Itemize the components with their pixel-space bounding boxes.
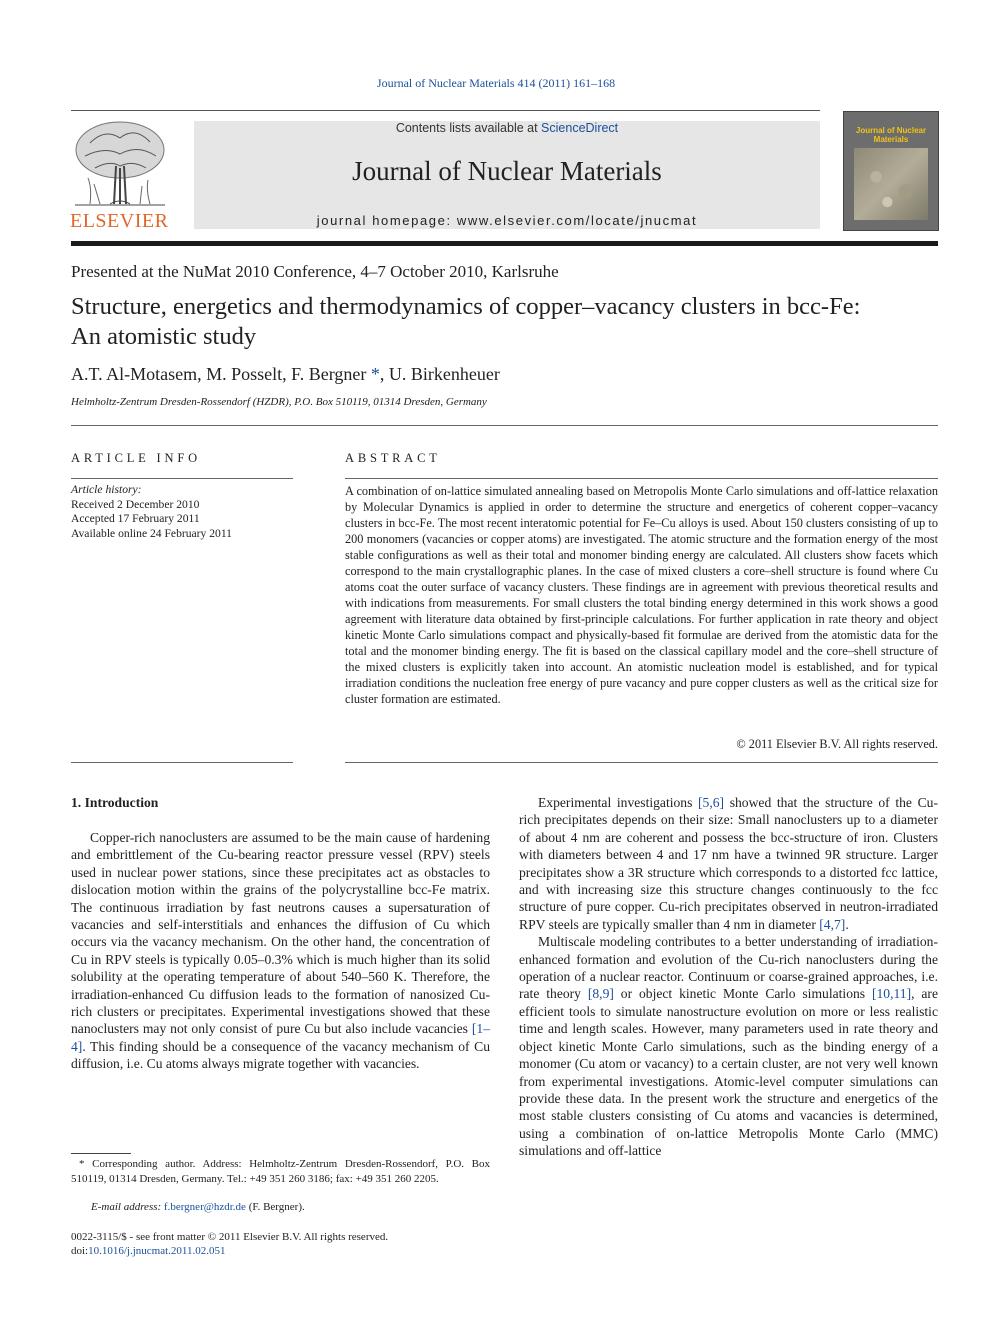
article-title [71,292,941,352]
doi-link[interactable]: 10.1016/j.jnucmat.2011.02.051 [88,1245,226,1257]
sciencedirect-link[interactable]: ScienceDirect [541,121,619,135]
corresponding-author-mark[interactable]: * [370,364,380,384]
email-label: E-mail address: [91,1201,164,1213]
p1-text-b: . This finding should be a consequence of the vacancy mechanism of Cu diffusion, i.e. Cu atoms always migrate together with vacancies. [71,1038,490,1072]
contents-line [194,121,820,135]
p1-text-a: Copper-rich nanoclusters are assumed to be the main cause of hardening and embrittlement of the Cu-bearing reactor pressure vessel (RPV) steels used in nuclear power stations, since these precipitates act as obstacles to dislocation motion within the grains of the polycrystalline bcc-Fe matrix. The continuous irradiation by fast neutrons causes a supersaturation of vacancies and self-interstitials and enhances the diffusion of Cu which occurs via the vacancy mechanism. On the other hand, the concentration of Cu in RPV steels is typically 0.05–0.3% which is much higher than its solid solubility at the operating temperature of about 540–560 K. Therefore, the irradiation-enhanced Cu diffusion leads to the formation of nanosized Cu-rich clusters or precipitates. Experimental investigations showed that these nanoclusters may not only consist of pure Cu but also include vacancies [71,830,490,1037]
journal-citation[interactable]: Journal of Nuclear Materials 414 (2011) 161–168 [376,76,616,90]
body-column-right [519,794,938,1160]
ref-link-10-11[interactable]: [10,11] [871,986,912,1002]
section-heading-introduction: 1. Introduction [71,795,159,810]
article-info-heading: ARTICLE INFO [71,451,201,465]
accepted-date: Accepted 17 February 2011 [71,512,200,526]
affiliation: Helmholtz-Zentrum Dresden-Rossendorf (HZDR), P.O. Box 510119, 01314 Dresden, Germany [71,396,487,408]
ref-link-5-6[interactable]: [5,6] [698,795,725,810]
intro-paragraph-2 [519,794,938,933]
article-info-rule [71,478,293,479]
cover-image [854,148,928,220]
journal-homepage[interactable]: journal homepage: www.elsevier.com/locate/jnucmat [316,213,698,228]
header-top-rule [71,110,820,111]
body-column-left [71,829,490,1073]
p2-text-c: . [845,916,849,932]
intro-paragraph-3 [519,933,938,1159]
p3-text-c: , are efficient tools to simulate nanostructure evolution on more or less realistic time and length scales. However, many parameters used in rate theory and object kinetic Monte Carlo simulations, such as the binding energy of a monomer (Cu atom or vacancy) to a certain cluster, are not very well known from experimental investigations. Atomic-level computer simulations can provide these data. In the present work the structure and energetics of the most stable clusters consisting of Cu atoms and vacancies is determined, using a combination of on-lattice Metropolis Monte Carlo (MMC) simulations and off-lattice [519,986,938,1159]
p2-text-b: showed that the structure of the Cu-rich precipitates depends on their size: Small nanoclusters up to a diameter of about 4 nm are coherent and possess the bcc-structure of iron. Clusters with diameters between 4 and 17 nm have a twinned 9R structure. Larger precipitates show a 3R structure which corresponds to a distorted fcc lattice, and with increasing size this structure changes continuously to the fcc structure of pure copper. Cu-rich precipitates observed in neutron-irradiated RPV steels are typically smaller than 4 nm in diameter [519,795,938,932]
authors-part-1: A.T. Al-Motasem, M. Posselt, F. Bergner [71,364,371,384]
abstract-text: A combination of on-lattice simulated annealing based on Metropolis Monte Carlo simulations and off-lattice relaxation by Molecular Dynamics is applied in order to determine the structure and energetics of coherent copper–vacancy clusters in bcc-Fe. The most recent interatomic potential for Fe–Cu alloys is used. About 150 clusters consisting of up to 200 monomers (vacancies or copper atoms) are investigated. The atomic structure and the formation energy of the most stable configurations as well as their total and monomer binding energy are calculated. All clusters show facets which correspond to the main crystallographic planes. In the case of mixed clusters a core–shell structure is found where Cu atoms coat the outer surface of vacancy clusters. These findings are in agreement with previous theoretical results and with indications from measurements. For small clusters the total binding energy determined in this work shows a good agreement with literature data obtained by first-principle calculations. For further application in rate theory and object kinetic Monte Carlo simulations compact and physically-based fit formulae are derived from the atomistic data for the total and the monomer binding energy. The fit is based on the classical capillary model and the core–shell structure of the mixed clusters is explicitly taken into account. An atomistic nucleation model is established, and for typical irradiation conditions the nucleation free energy of pure vacancy and pure copper clusters as well as the critical size for cluster formation are estimated. [345,484,938,706]
email-link[interactable]: f.bergner@hzdr.de [163,1201,246,1213]
footnote-rule [71,1153,131,1154]
header-thick-rule [71,241,938,246]
abstract-heading: ABSTRACT [345,451,441,465]
elsevier-logo[interactable]: ELSEVIER [70,210,169,232]
footnote-corresponding: * Corresponding author. Address: Helmholtz-Zentrum Dresden-Rossendorf, P.O. Box 510119, 01314 Dresden, Germany. Tel.: +49 351 260 3186; fax: +49 351 260 2205. [71,1158,490,1185]
article-history [71,483,293,541]
doi-line [71,1244,490,1259]
affiliation-rule [71,425,938,426]
p3-text-a: Multiscale modeling contributes to a better understanding of irradiation-enhanced formation and evolution of the Cu-rich nanoclusters during the operation of a nuclear reactor. Continuum or coarse-grained approaches, i.e. rate theory [519,934,938,1002]
received-date: Received 2 December 2010 [71,497,200,511]
ref-link-4-7[interactable]: [4,7] [819,916,846,932]
ref-link-8-9[interactable]: [8,9] [587,986,614,1002]
doi-label: doi: [71,1245,89,1257]
online-date: Available online 24 February 2011 [71,526,232,540]
journal-title: Journal of Nuclear Materials [352,156,662,186]
history-label: Article history: [71,483,142,496]
abstract-copyright: © 2011 Elsevier B.V. All rights reserved. [736,737,938,751]
intro-paragraph-1 [71,829,490,1073]
issn-line: 0022-3115/$ - see front matter © 2011 Elsevier B.V. All rights reserved. [71,1231,389,1243]
article-info-bottom-rule [71,762,293,763]
authors-part-2: , U. Birkenheuer [379,364,500,384]
title-line-2: An atomistic study [71,323,257,350]
contents-prefix: Contents lists available at [395,121,542,135]
conference-note: Presented at the NuMat 2010 Conference, 4–7 October 2010, Karlsruhe [71,262,559,281]
ref-link-1-4[interactable]: [1–4] [71,1021,490,1054]
abstract-bottom-rule [345,762,938,763]
elsevier-tree-icon [70,118,170,210]
p2-text-a: Experimental investigations [538,795,699,810]
p3-text-b: or object kinetic Monte Carlo simulations [613,986,872,1002]
cover-title: Journal of Nuclear Materials [855,126,927,144]
abstract-rule [345,478,938,479]
title-line-1: Structure, energetics and thermodynamics of copper–vacancy clusters in bcc-Fe: [71,293,861,320]
footnote-email [91,1200,490,1215]
author-list [71,364,500,385]
email-suffix: (F. Bergner). [245,1201,305,1213]
journal-cover-thumbnail[interactable] [843,111,939,231]
